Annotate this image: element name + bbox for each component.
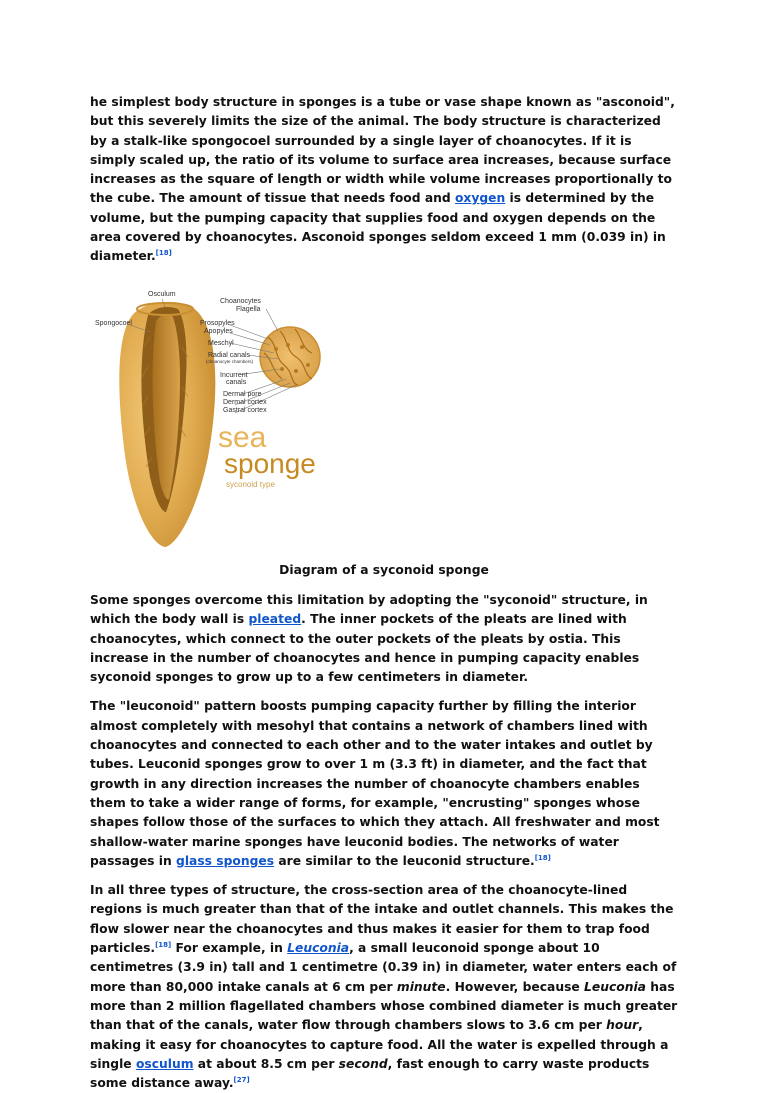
text: at about 8.5 cm per bbox=[193, 1056, 339, 1071]
label-osculum: Osculum bbox=[148, 290, 176, 298]
diagram-subtitle: syconoid type bbox=[226, 479, 275, 489]
link-osculum[interactable]: osculum bbox=[135, 1056, 194, 1071]
label-dermal-cortex: Dermal cortex bbox=[223, 398, 267, 406]
text: In all three types of structure, the cross-section area of the choanocyte-lined regions is much greater than that of the intake and outlet channels. This makes the flow slower near the choanocytes and thus makes it easier for them to trap food particles. bbox=[90, 883, 674, 956]
label-prosopyles: Prosopyles bbox=[200, 319, 235, 327]
syconoid-sponge-diagram bbox=[90, 287, 678, 557]
text: For example, in bbox=[171, 941, 288, 956]
label-choanocytes: Choanocytes bbox=[220, 297, 261, 305]
text: he simplest body structure in sponges is a tube or vase shape known as "asconoid", but this severely limits the size of the animal. The body structure is characterized by a stalk-like spongocoel surrounded by a single layer of choanocytes. If it is simply scaled up, the ratio of its volume to surface area increases, because surface increases as the square of length or width while volume increases proportionally to the cube. The amount of tissue that needs food and bbox=[90, 95, 675, 206]
paragraph-leuconoid bbox=[90, 697, 678, 871]
article-body bbox=[90, 93, 678, 1093]
paragraph-flow bbox=[90, 881, 678, 1093]
ref-link[interactable]: [18] bbox=[155, 940, 172, 949]
text: , making it easy for choanocytes to capture food. All the water is expelled through a single bbox=[90, 1018, 669, 1071]
link-text[interactable]: Leuconia bbox=[287, 941, 350, 956]
label-choanocyte-chambers: (choanocyte chambers) bbox=[206, 358, 254, 364]
emphasis: second bbox=[338, 1056, 388, 1071]
emphasis: minute bbox=[396, 979, 446, 994]
sponge-illustration bbox=[90, 287, 678, 557]
paragraph-asconoid bbox=[90, 93, 678, 267]
text: , fast enough to carry waste products some distance away. bbox=[90, 1056, 650, 1091]
figure-caption: Diagram of a syconoid sponge bbox=[279, 562, 489, 577]
text: . However, because bbox=[445, 979, 585, 994]
label-canals: canals bbox=[226, 378, 247, 386]
text: , a small leuconoid sponge about 10 centimetres (3.9 in) tall and 1 centimetre (0.39 in) in diameter, water enters each of more than 80,000 intake canals at 6 cm per bbox=[90, 941, 677, 994]
label-dermal-pore: Dermal pore bbox=[223, 390, 262, 398]
label-incurrent: Incurrent bbox=[220, 371, 248, 379]
label-gastral-cortex: Gastral cortex bbox=[223, 406, 267, 414]
link-leuconia[interactable] bbox=[287, 941, 349, 955]
ref-link[interactable]: [18] bbox=[534, 853, 551, 862]
link-glass-sponges[interactable]: glass sponges bbox=[176, 853, 275, 868]
emphasis: hour bbox=[606, 1018, 639, 1033]
text: is determined by the volume, but the pumping capacity that supplies food and oxygen depends on the area covered by choanocytes. Asconoid sponges seldom exceed 1 mm (0.039 in) in diameter. bbox=[90, 191, 666, 264]
text: are similar to the leuconid structure. bbox=[274, 853, 535, 868]
text: The "leuconoid" pattern boosts pumping capacity further by filling the interior almost completely with mesohyl that contains a network of chambers lined with choanocytes and connected to each other and to the water intakes and outlet by tubes. Leuconid sponges grow to over 1 m (3.3 ft) in diameter, and the fact that growth in any direction increases the number of choanocyte chambers enables them to take a wider range of forms, for example, "encrusting" sponges whose shapes follow those of the surfaces to which they attach. All freshwater and most shallow-water marine sponges have leuconid bodies. The networks of water passages in bbox=[90, 699, 660, 868]
label-apopyles: Apopyles bbox=[204, 327, 233, 335]
label-flagella: Flagella bbox=[236, 305, 261, 313]
paragraph-syconoid bbox=[90, 591, 678, 687]
text: . The inner pockets of the pleats are lined with choanocytes, which connect to the outer pockets of the pleats by ostia. This increase in the number of choanocytes and hence in pumping capacity enables syconoid sponges to grow up to a few centimeters in diameter. bbox=[90, 612, 640, 685]
text: has more than 2 million flagellated chambers whose combined diameter is much greater than that of the canals, water flow through chambers slows to 3.6 cm per bbox=[90, 979, 678, 1033]
link-pleated[interactable]: pleated bbox=[248, 612, 302, 627]
label-radial-canals: Radial canals bbox=[208, 351, 251, 359]
ref-link[interactable]: [18] bbox=[155, 249, 172, 258]
link-oxygen[interactable]: oxygen bbox=[454, 191, 506, 206]
text: Some sponges overcome this limitation by adopting the "syconoid" structure, in which the body wall is bbox=[90, 592, 648, 627]
label-spongocoel: Spongocoel bbox=[95, 319, 132, 327]
diagram-title-sea: sea bbox=[218, 420, 267, 454]
emphasis: Leuconia bbox=[584, 979, 646, 994]
diagram-title-sponge: sponge bbox=[224, 447, 316, 479]
label-mesohyl: Meschyl bbox=[208, 339, 234, 347]
ref-link[interactable]: [27] bbox=[233, 1076, 250, 1084]
